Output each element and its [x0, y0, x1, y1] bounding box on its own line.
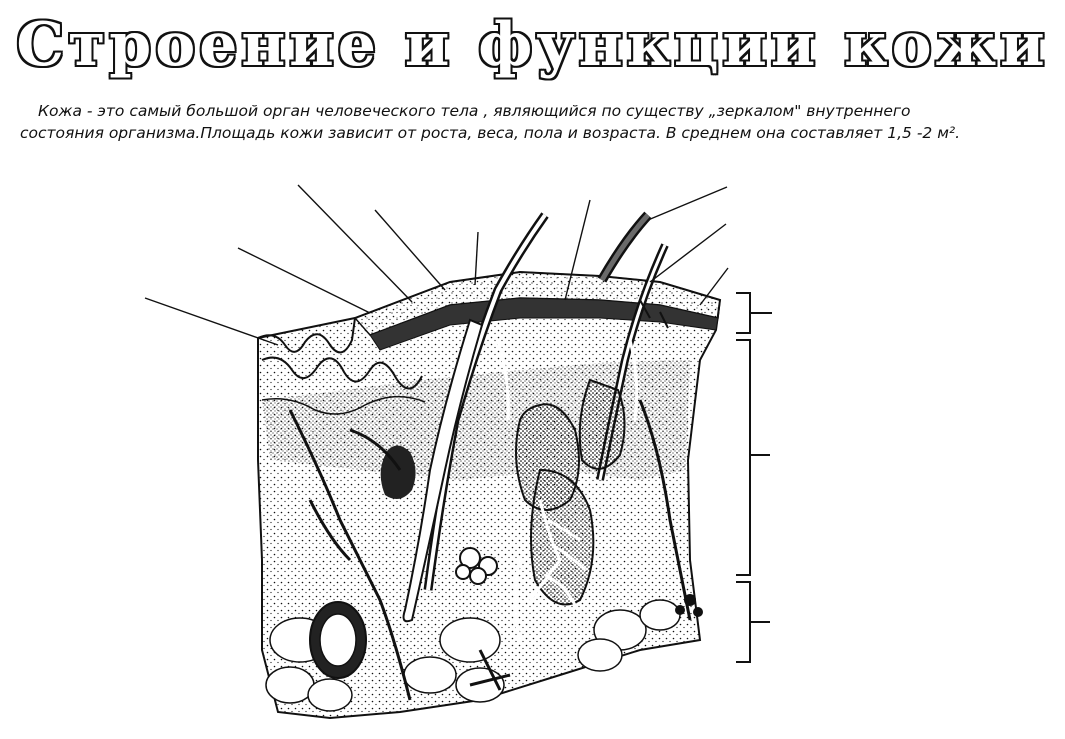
- bracket-epidermis: [736, 293, 772, 333]
- bracket-hypodermis: [736, 582, 770, 662]
- lamellar-corpuscle: [310, 602, 366, 678]
- layer-brackets: [736, 293, 772, 662]
- intro-line-2: состояния организма.Площадь кожи зависит от роста, веса, пола и возраста. В среднем она составляет 1,5 -2 м².: [20, 124, 961, 142]
- page-title: Строение и функции кожи: [16, 10, 1049, 80]
- bracket-dermis: [736, 340, 770, 575]
- intro-line-1: Кожа - это самый большой орган человеческого тела , являющийся по существу „зеркалом" внутреннего: [38, 102, 911, 120]
